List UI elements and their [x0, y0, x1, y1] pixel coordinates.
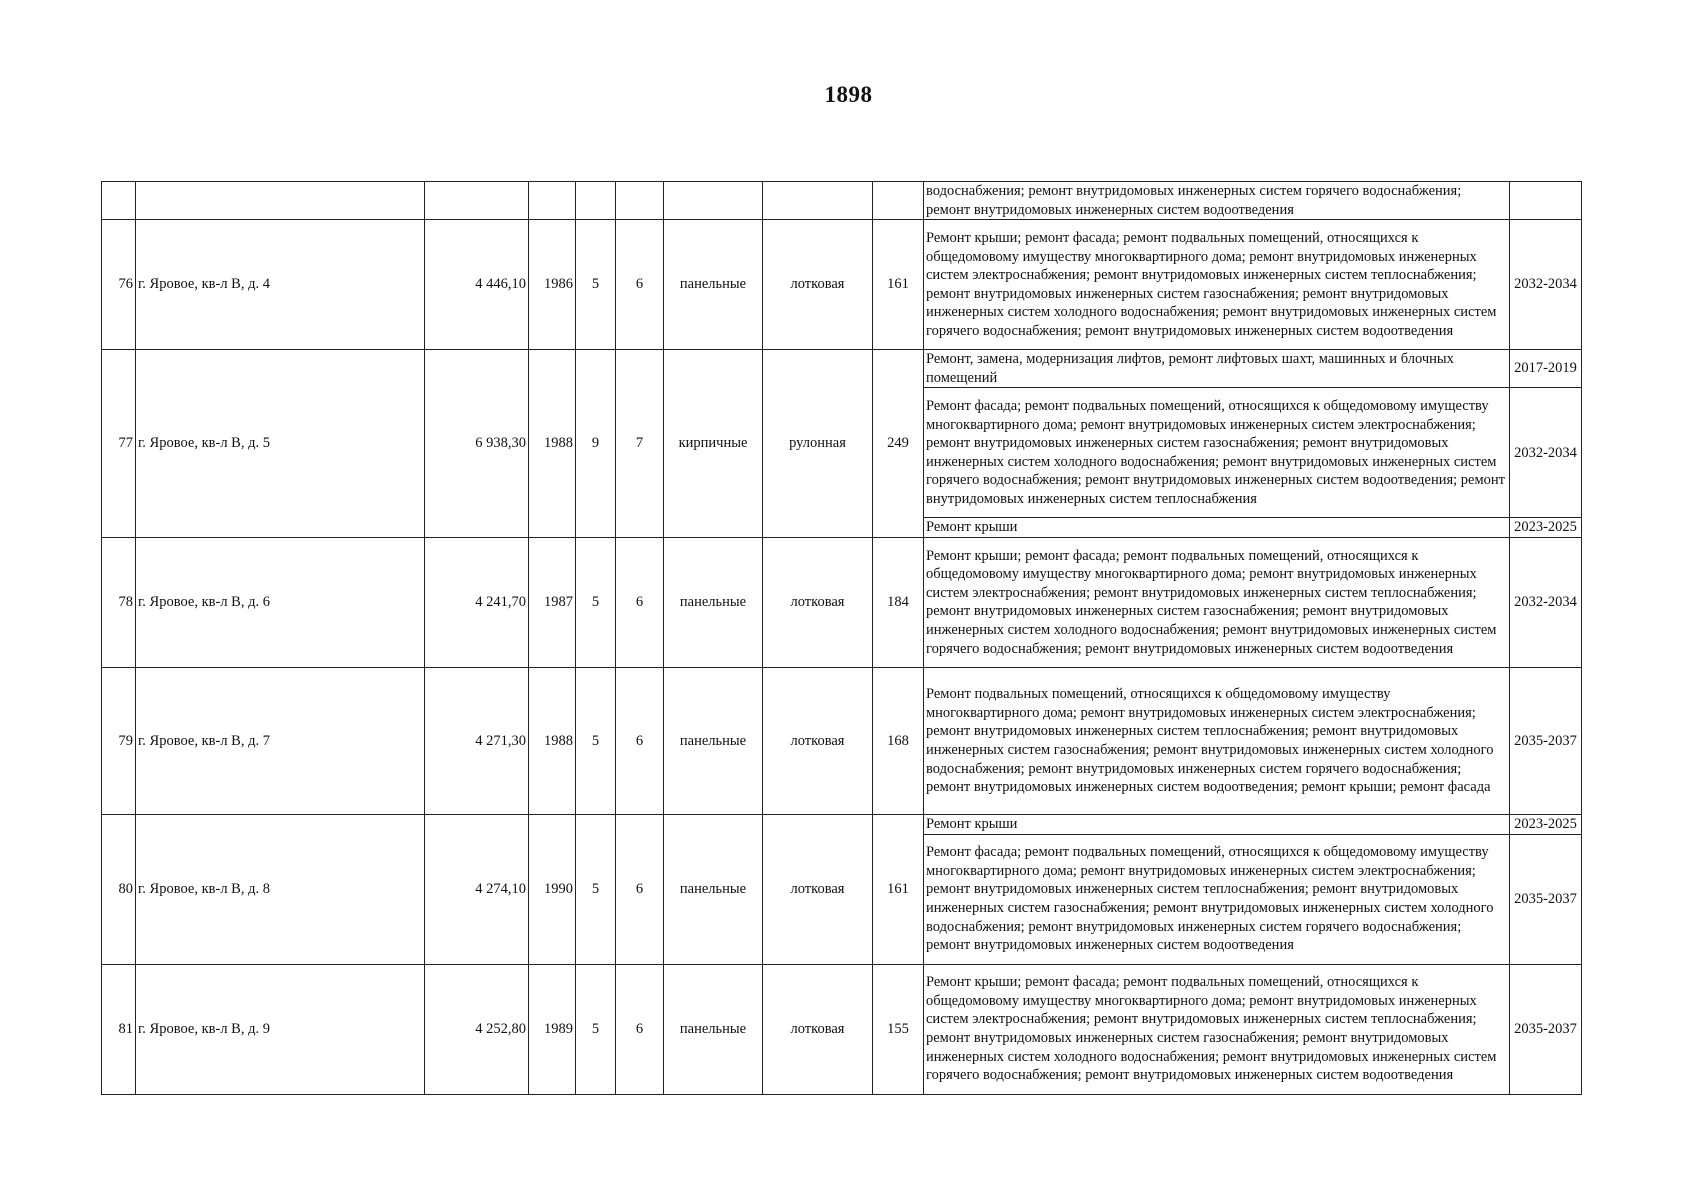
table-row [102, 182, 1582, 220]
cell-floors: 5 [576, 814, 616, 964]
cell-row-number: 79 [102, 667, 136, 814]
cell-apartments: 161 [873, 220, 924, 350]
table-body [102, 182, 1582, 1095]
cell-entrances: 7 [616, 350, 664, 538]
cell-row-number: 77 [102, 350, 136, 538]
cell-roof-type: лотковая [763, 814, 873, 964]
cell-address: г. Яровое, кв-л В, д. 8 [136, 814, 425, 964]
cell-row-number [102, 182, 136, 220]
cell-repair-period: 2023-2025 [1510, 518, 1582, 538]
cell-year-built: 1990 [529, 814, 576, 964]
cell-wall-material: панельные [664, 964, 763, 1094]
cell-roof-type: рулонная [763, 350, 873, 538]
cell-repair-works: Ремонт крыши [924, 814, 1510, 834]
table-row [102, 964, 1582, 1094]
cell-repair-works: водоснабжения; ремонт внутридомовых инженерных систем горячего водоснабжения; ремонт внутридомовых инженерных систем водоотведения [924, 182, 1510, 220]
cell-entrances: 6 [616, 537, 664, 667]
table-row [102, 220, 1582, 350]
cell-area: 4 241,70 [425, 537, 529, 667]
cell-address [136, 182, 425, 220]
cell-repair-works: Ремонт подвальных помещений, относящихся к общедомовому имуществу многоквартирного дома; ремонт внутридомовых инженерных систем электроснабжения; ремонт внутридомовых инженерных систем теплоснабжения; ремонт внутридомовых инженерных систем газоснабжения; ремонт внутридомовых инженерных систем холодного водоснабжения; ремонт внутридомовых инженерных систем горячего водоснабжения; ремонт внутридомовых инженерных систем водоотведения; ремонт крыши; ремонт фасада [924, 667, 1510, 814]
cell-entrances: 6 [616, 814, 664, 964]
cell-wall-material [664, 182, 763, 220]
cell-repair-period: 2023-2025 [1510, 814, 1582, 834]
table-row [102, 667, 1582, 814]
cell-floors: 5 [576, 537, 616, 667]
table-row [102, 814, 1582, 834]
cell-repair-works: Ремонт крыши; ремонт фасада; ремонт подвальных помещений, относящихся к общедомовому имуществу многоквартирного дома; ремонт внутридомовых инженерных систем электроснабжения; ремонт внутридомовых инженерных систем теплоснабжения; ремонт внутридомовых инженерных систем газоснабжения; ремонт внутридомовых инженерных систем холодного водоснабжения; ремонт внутридомовых инженерных систем горячего водоснабжения; ремонт внутридомовых инженерных систем водоотведения [924, 964, 1510, 1094]
cell-apartments: 184 [873, 537, 924, 667]
cell-repair-period: 2017-2019 [1510, 350, 1582, 388]
cell-area: 6 938,30 [425, 350, 529, 538]
cell-area: 4 252,80 [425, 964, 529, 1094]
cell-repair-period [1510, 182, 1582, 220]
cell-repair-works: Ремонт фасада; ремонт подвальных помещений, относящихся к общедомовому имуществу многоквартирного дома; ремонт внутридомовых инженерных систем электроснабжения; ремонт внутридомовых инженерных систем газоснабжения; ремонт внутридомовых инженерных систем холодного водоснабжения; ремонт внутридомовых инженерных систем горячего водоснабжения; ремонт внутридомовых инженерных систем водоотведения; ремонт внутридомовых инженерных систем теплоснабжения [924, 388, 1510, 518]
cell-area: 4 446,10 [425, 220, 529, 350]
cell-area [425, 182, 529, 220]
cell-wall-material: панельные [664, 537, 763, 667]
cell-roof-type: лотковая [763, 964, 873, 1094]
cell-row-number: 76 [102, 220, 136, 350]
cell-entrances: 6 [616, 667, 664, 814]
cell-roof-type: лотковая [763, 667, 873, 814]
cell-repair-works: Ремонт крыши; ремонт фасада; ремонт подвальных помещений, относящихся к общедомовому имуществу многоквартирного дома; ремонт внутридомовых инженерных систем электроснабжения; ремонт внутридомовых инженерных систем теплоснабжения; ремонт внутридомовых инженерных систем газоснабжения; ремонт внутридомовых инженерных систем холодного водоснабжения; ремонт внутридомовых инженерных систем горячего водоснабжения; ремонт внутридомовых инженерных систем водоотведения [924, 220, 1510, 350]
cell-floors: 5 [576, 667, 616, 814]
housing-repair-table [101, 181, 1582, 1095]
cell-year-built [529, 182, 576, 220]
cell-apartments: 168 [873, 667, 924, 814]
cell-repair-period: 2035-2037 [1510, 667, 1582, 814]
cell-address: г. Яровое, кв-л В, д. 6 [136, 537, 425, 667]
cell-repair-works: Ремонт, замена, модернизация лифтов, ремонт лифтовых шахт, машинных и блочных помещений [924, 350, 1510, 388]
cell-roof-type: лотковая [763, 220, 873, 350]
cell-repair-period: 2032-2034 [1510, 388, 1582, 518]
cell-wall-material: панельные [664, 220, 763, 350]
cell-address: г. Яровое, кв-л В, д. 5 [136, 350, 425, 538]
table-row [102, 537, 1582, 667]
cell-area: 4 271,30 [425, 667, 529, 814]
cell-apartments: 155 [873, 964, 924, 1094]
table-row [102, 350, 1582, 388]
cell-floors [576, 182, 616, 220]
cell-repair-period: 2035-2037 [1510, 964, 1582, 1094]
cell-wall-material: кирпичные [664, 350, 763, 538]
cell-entrances: 6 [616, 220, 664, 350]
cell-repair-works: Ремонт крыши; ремонт фасада; ремонт подвальных помещений, относящихся к общедомовому имуществу многоквартирного дома; ремонт внутридомовых инженерных систем электроснабжения; ремонт внутридомовых инженерных систем теплоснабжения; ремонт внутридомовых инженерных систем газоснабжения; ремонт внутридомовых инженерных систем холодного водоснабжения; ремонт внутридомовых инженерных систем горячего водоснабжения; ремонт внутридомовых инженерных систем водоотведения [924, 537, 1510, 667]
cell-floors: 9 [576, 350, 616, 538]
cell-repair-works: Ремонт крыши [924, 518, 1510, 538]
cell-entrances: 6 [616, 964, 664, 1094]
cell-address: г. Яровое, кв-л В, д. 4 [136, 220, 425, 350]
cell-year-built: 1987 [529, 537, 576, 667]
cell-roof-type [763, 182, 873, 220]
cell-repair-period: 2035-2037 [1510, 834, 1582, 964]
cell-floors: 5 [576, 964, 616, 1094]
cell-roof-type: лотковая [763, 537, 873, 667]
cell-row-number: 78 [102, 537, 136, 667]
cell-apartments: 249 [873, 350, 924, 538]
cell-wall-material: панельные [664, 814, 763, 964]
cell-wall-material: панельные [664, 667, 763, 814]
page-number: 1898 [824, 82, 873, 107]
cell-apartments [873, 182, 924, 220]
cell-address: г. Яровое, кв-л В, д. 7 [136, 667, 425, 814]
cell-apartments: 161 [873, 814, 924, 964]
cell-year-built: 1986 [529, 220, 576, 350]
cell-repair-period: 2032-2034 [1510, 537, 1582, 667]
cell-year-built: 1989 [529, 964, 576, 1094]
cell-year-built: 1988 [529, 667, 576, 814]
cell-area: 4 274,10 [425, 814, 529, 964]
cell-entrances [616, 182, 664, 220]
cell-address: г. Яровое, кв-л В, д. 9 [136, 964, 425, 1094]
cell-row-number: 81 [102, 964, 136, 1094]
cell-row-number: 80 [102, 814, 136, 964]
cell-floors: 5 [576, 220, 616, 350]
cell-year-built: 1988 [529, 350, 576, 538]
cell-repair-period: 2032-2034 [1510, 220, 1582, 350]
cell-repair-works: Ремонт фасада; ремонт подвальных помещений, относящихся к общедомовому имуществу многоквартирного дома; ремонт внутридомовых инженерных систем электроснабжения; ремонт внутридомовых инженерных систем теплоснабжения; ремонт внутридомовых инженерных систем газоснабжения; ремонт внутридомовых инженерных систем холодного водоснабжения; ремонт внутридомовых инженерных систем горячего водоснабжения; ремонт внутридомовых инженерных систем водоотведения [924, 834, 1510, 964]
